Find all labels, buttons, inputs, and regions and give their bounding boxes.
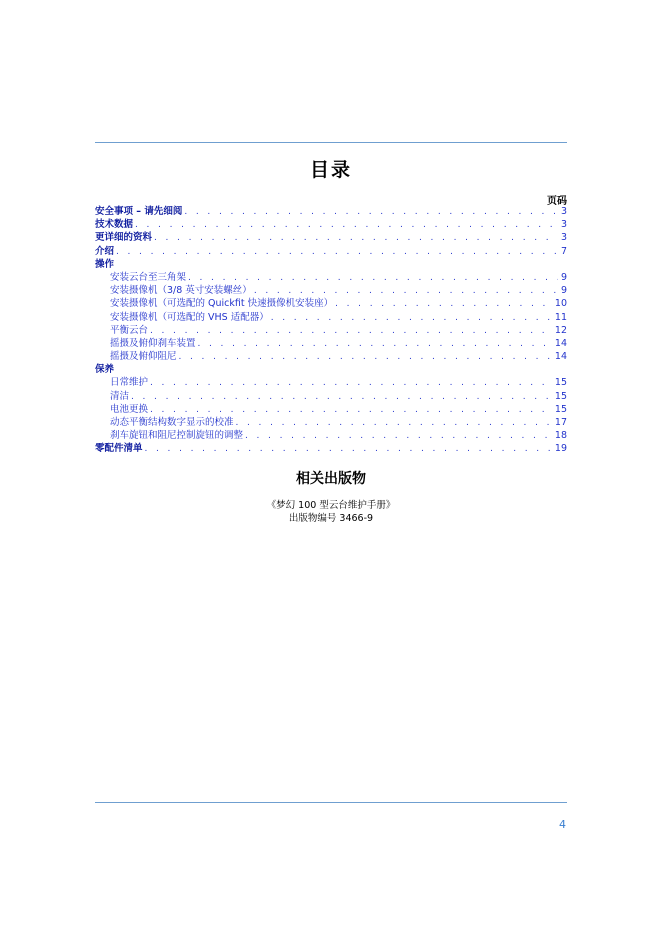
toc-entry-label: 零配件清单 [95, 443, 143, 455]
toc-entry-label: 清洁 [110, 390, 130, 402]
page-number: 4 [559, 818, 566, 831]
toc-entry-label: 更详细的资料 [95, 232, 153, 244]
toc-entry-label: 动态平衡结构数字显示的校准 [110, 417, 234, 428]
dot-leader [179, 351, 552, 363]
toc-entry[interactable] [95, 403, 567, 416]
toc-entry-label: 安全事项 – 请先细阅 [95, 206, 183, 217]
toc-entry[interactable] [95, 337, 567, 350]
toc-entry-page: 17 [554, 417, 567, 428]
toc-entry-page: 15 [554, 377, 567, 389]
table-of-contents [95, 205, 567, 456]
page-title: 目录 [309, 159, 352, 181]
toc-entry[interactable] [95, 376, 567, 389]
toc-entry-label: 安装摄像机（3/8 英寸安装螺丝） [110, 285, 252, 297]
page-column-header: 页码 [547, 196, 567, 207]
toc-entry-page: 12 [554, 324, 567, 336]
toc-entry-label: 电池更换 [110, 403, 149, 415]
toc-entry[interactable] [95, 390, 567, 403]
dot-leader [245, 430, 552, 442]
toc-entry-page: 3 [560, 206, 567, 217]
toc-entry[interactable] [95, 416, 567, 429]
dot-leader [154, 232, 558, 244]
toc-entry[interactable] [95, 205, 567, 218]
dot-leader [150, 404, 552, 416]
toc-entry-page: 15 [554, 390, 567, 402]
top-rule [95, 142, 567, 143]
toc-entry-label: 日常维护 [110, 377, 149, 389]
toc-entry[interactable] [95, 245, 567, 258]
publication-number: 出版物编号 3466-9 [288, 513, 374, 524]
toc-entry[interactable] [95, 429, 567, 442]
dot-leader [184, 206, 558, 218]
dot-leader [335, 298, 552, 310]
toc-entry[interactable] [95, 442, 567, 455]
toc-entry-page: 3 [560, 232, 567, 244]
dot-leader [236, 417, 552, 429]
toc-entry-label: 安装摄像机（可选配的 Quickfit 快速摄像机安装座） [110, 298, 334, 310]
toc-entry-page: 14 [554, 337, 567, 349]
toc-entry-page: 9 [560, 285, 567, 297]
toc-entry-page: 7 [560, 245, 567, 257]
toc-entry-label: 安装摄像机（可选配的 VHS 适配器） [110, 311, 269, 323]
related-publications [95, 499, 567, 525]
toc-entry-page: 9 [560, 271, 567, 283]
dot-leader [198, 338, 552, 350]
toc-entry[interactable] [95, 311, 567, 324]
toc-entry-label: 平衡云台 [110, 324, 149, 336]
toc-entry-page: 11 [554, 311, 567, 323]
toc-entry[interactable] [95, 324, 567, 337]
toc-entry-label: 保养 [95, 364, 115, 376]
toc-entry-label: 操作 [95, 258, 115, 270]
dot-leader [271, 312, 552, 324]
toc-entry-page: 3 [560, 219, 567, 231]
dot-leader [150, 325, 552, 337]
toc-entry-page: 15 [554, 403, 567, 415]
toc-entry-label: 摇摄及俯仰阻尼 [110, 351, 177, 363]
dot-leader [150, 377, 552, 389]
toc-entry-page: 10 [554, 298, 567, 310]
dot-leader [254, 285, 558, 297]
dot-leader [116, 246, 558, 258]
bottom-rule [95, 802, 567, 803]
toc-entry-label: 技术数据 [95, 219, 134, 231]
toc-entry-label: 介绍 [95, 245, 115, 257]
toc-section-heading [95, 363, 567, 376]
dot-leader [135, 219, 558, 231]
dot-leader [131, 391, 552, 403]
toc-entry-label: 安装云台至三角架 [110, 271, 187, 283]
toc-section-heading [95, 258, 567, 271]
toc-entry-page: 18 [554, 430, 567, 442]
dot-leader [188, 272, 558, 284]
toc-entry-page: 19 [554, 443, 567, 455]
related-publications-heading: 相关出版物 [296, 471, 366, 487]
toc-entry[interactable] [95, 231, 567, 244]
toc-entry-label: 刹车旋钮和阻尼控制旋钮的调整 [110, 430, 244, 442]
toc-entry[interactable] [95, 350, 567, 363]
toc-entry-page: 14 [554, 351, 567, 363]
toc-entry[interactable] [95, 284, 567, 297]
dot-leader [145, 443, 552, 455]
toc-entry-label: 摇摄及俯仰刹车装置 [110, 337, 196, 349]
toc-entry[interactable] [95, 218, 567, 231]
manual-title: 《梦幻 100 型云台维护手册》 [266, 500, 396, 511]
toc-entry[interactable] [95, 297, 567, 310]
toc-entry[interactable] [95, 271, 567, 284]
